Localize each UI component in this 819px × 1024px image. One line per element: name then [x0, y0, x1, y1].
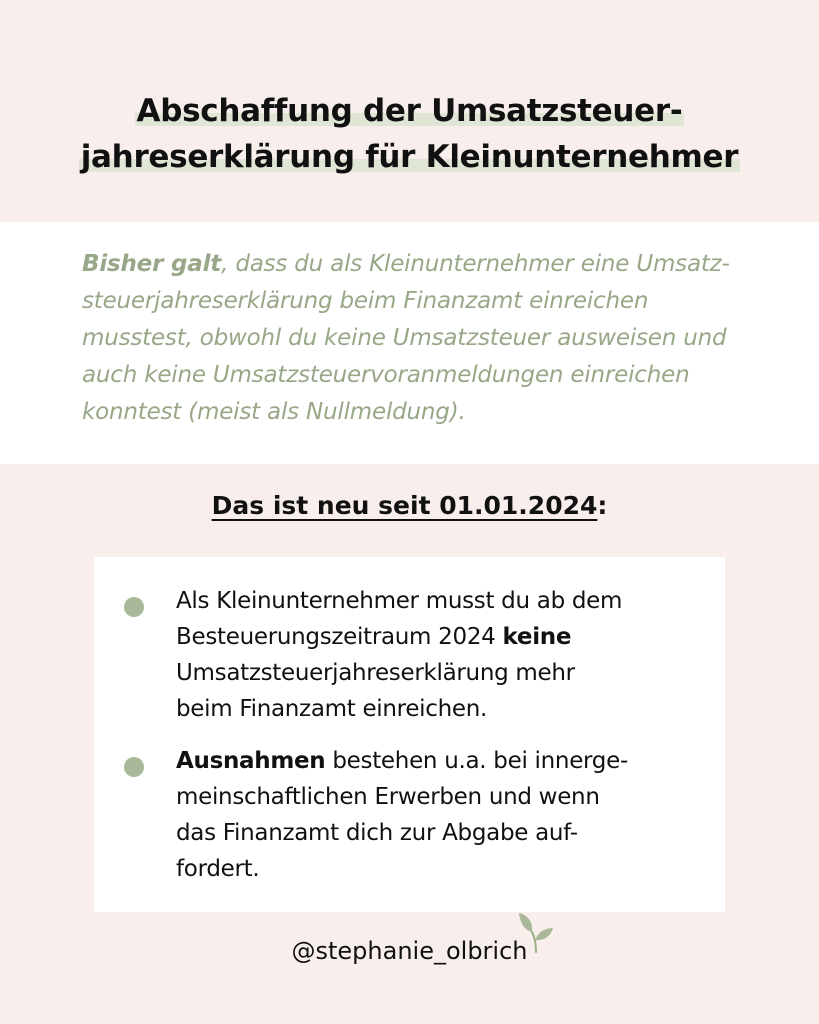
intro-line-3: musstest, obwohl du keine Umsatzsteuer ausweisen und [82, 325, 727, 351]
bullet-1-line-4: beim Finanzamt einreichen. [176, 696, 488, 722]
intro-line-2: steuerjahreserklärung beim Finanzamt einreichen [82, 288, 649, 314]
bullet-2-line-1 [176, 743, 696, 779]
section-heading [0, 486, 819, 526]
intro-paragraph [82, 246, 782, 431]
bullet-2-line-3: das Finanzamt dich zur Abgabe auf- [176, 820, 578, 846]
author-handle: @stephanie_olbrich [291, 937, 528, 965]
bullet-2-emphasis: Ausnahmen [176, 748, 326, 774]
intro-line-5: konntest (meist als Nullmeldung). [82, 399, 466, 425]
bullet-1-line-3: Umsatzsteuerjahreserklärung mehr [176, 660, 575, 686]
bullet-dot-icon [124, 597, 144, 617]
intro-lead: Bisher galt [82, 251, 222, 277]
intro-line-1-rest: , dass du als Kleinunternehmer eine Umsatz- [221, 251, 730, 277]
bullet-2-line-1-text: bestehen u.a. bei innerge- [325, 748, 628, 774]
title-line-2 [0, 134, 819, 180]
page-title [0, 88, 819, 180]
bullet-dot-icon [124, 757, 144, 777]
title-line-2-text: jahreserklärung für Kleinunternehmer [80, 139, 739, 175]
bullet-text-2 [176, 743, 696, 887]
bullet-1-emphasis: keine [502, 624, 572, 650]
intro-line-1 [82, 246, 782, 283]
bullet-text-1 [176, 583, 696, 727]
title-line-1 [0, 88, 819, 134]
bullet-2-line-4: fordert. [176, 856, 260, 882]
section-heading-suffix: : [597, 491, 608, 520]
bullet-2-line-2: meinschaftlichen Erwerben und wenn [176, 784, 600, 810]
info-card [94, 557, 725, 912]
title-line-1-text: Abschaffung der Umsatzsteuer- [136, 93, 683, 129]
bullet-1-line-2 [176, 619, 696, 655]
bullet-1-line-2-text: Besteuerungszeitraum 2024 [176, 624, 503, 650]
bullet-1-line-1: Als Kleinunternehmer musst du ab dem [176, 588, 623, 614]
intro-line-4: auch keine Umsatzsteuervoranmeldungen einreichen [82, 362, 690, 388]
leaf-sprout-icon [516, 910, 556, 954]
section-heading-text: Das ist neu seit 01.01.2024 [211, 491, 598, 520]
